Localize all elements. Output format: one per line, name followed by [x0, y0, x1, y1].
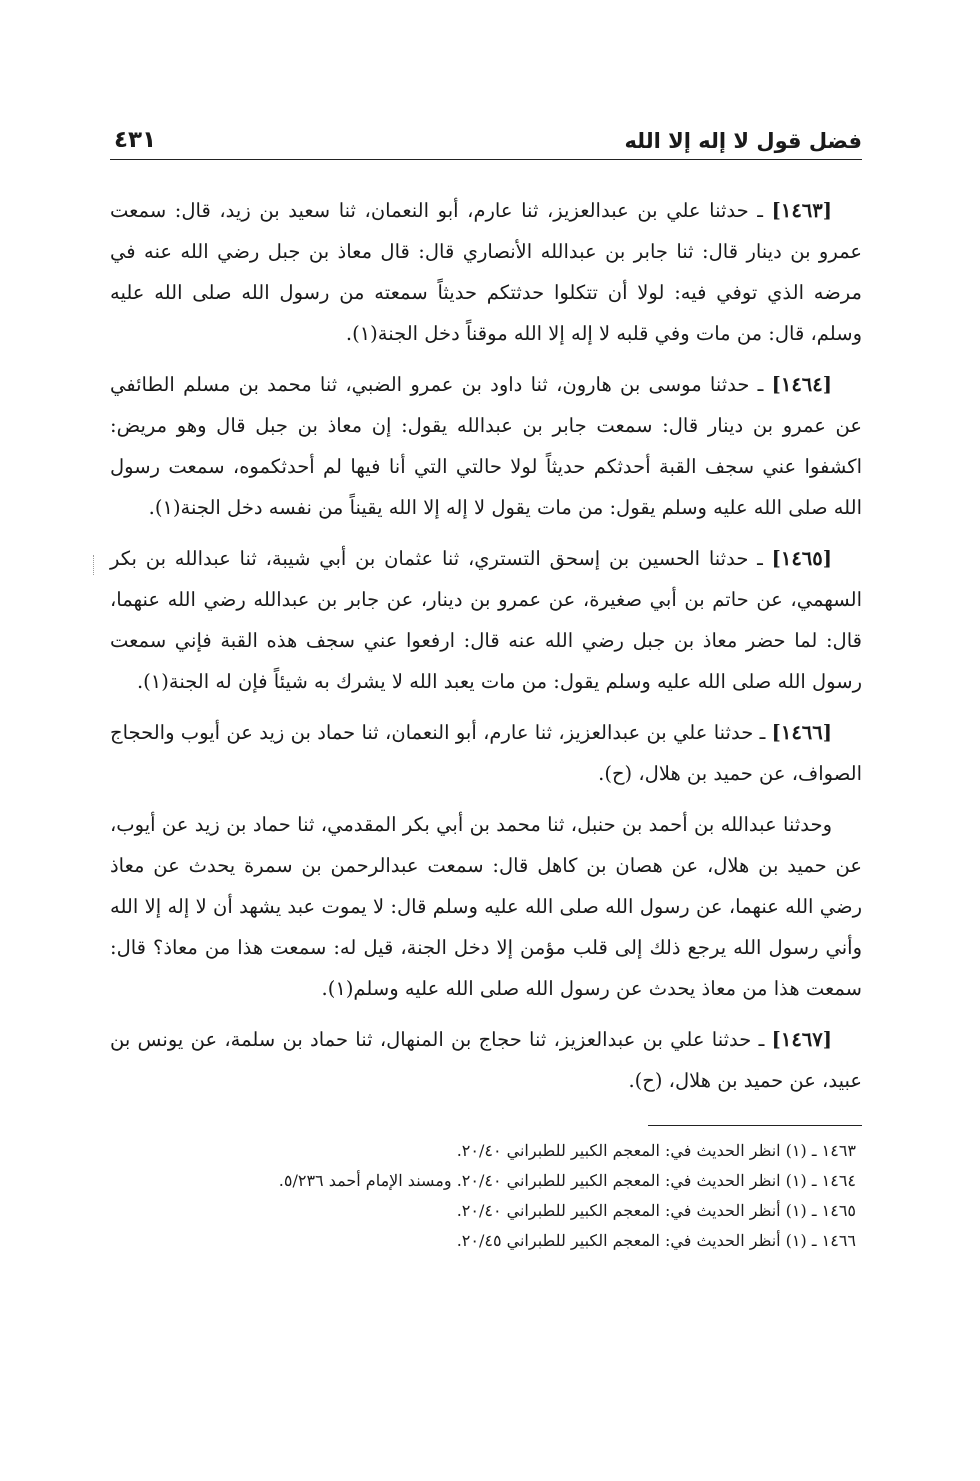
hadith-1463	[110, 190, 862, 354]
margin-mark	[93, 555, 95, 575]
footnotes	[110, 1136, 862, 1256]
page-number: ٤٣١	[114, 127, 157, 153]
footnote: ١٤٦٤ ـ (١) انظر الحديث في: المعجم الكبير للطبراني ٢٠/٤٠. ومسند الإمام أحمد ٥/٢٣٦.	[278, 1171, 856, 1190]
hadith-text: ـ حدثنا موسى بن هارون، ثنا داود بن عمرو الضبي، ثنا محمد بن مسلم الطائفي عن عمرو بن دينار قال: سمعت جابر بن عبدالله يقول: إن معاذ بن جبل قال وهو مريض: اكشفوا عني سجف القبة أحدثكم حديثاً لولا حالتي التي أنا فيها لم أحدثكموه، سمعت رسول الله صلى الله عليه وسلم يقول: من مات يقول لا إله إلا الله يقيناً من نفسه دخل الجنة(١).	[110, 373, 862, 519]
hadith-number: [١٤٦٦]	[771, 721, 832, 744]
hadith-1466-continuation	[110, 804, 862, 1009]
hadith-text: ـ حدثنا علي بن عبدالعزيز، ثنا عارم، أبو النعمان، ثنا حماد بن زيد عن أيوب والحجاج الصواف، عن حميد بن هلال، (ح).	[110, 721, 862, 785]
hadith-text: ـ حدثنا علي بن عبدالعزيز، ثنا حجاج بن المنهال، ثنا حماد بن سلمة، عن يونس بن عبيد، عن حميد بن هلال، (ح).	[110, 1028, 862, 1092]
footnote: ١٤٦٣ ـ (١) انظر الحديث في: المعجم الكبير للطبراني ٢٠/٤٠.	[456, 1141, 856, 1160]
hadith-1464	[110, 364, 862, 528]
hadith-text: ـ حدثنا علي بن عبدالعزيز، ثنا عارم، أبو النعمان، ثنا سعيد بن زيد، قال: سمعت عمرو بن دينار قال: ثنا جابر بن عبدالله الأنصاري قال: قال معاذ بن جبل رضي الله عنه في مرضه الذي توفي فيه: لولا أن تتكلوا حدثتكم حديثاً سمعته من رسول الله صلى الله عليه وسلم، قال: من مات وفي قلبه لا إله إلا الله موقناً دخل الجنة(١).	[110, 199, 862, 345]
footnote: ١٤٦٥ ـ (١) أنظر الحديث في: المعجم الكبير للطبراني ٢٠/٤٠.	[456, 1201, 856, 1220]
hadith-number: [١٤٦٤]	[771, 373, 832, 396]
footnote: ١٤٦٦ ـ (١) أنظر الحديث في: المعجم الكبير للطبراني ٢٠/٤٥.	[456, 1231, 856, 1250]
running-header	[110, 125, 862, 160]
chapter-title: فضل قول لا إله إلا الله	[624, 129, 862, 153]
hadith-1467	[110, 1019, 862, 1101]
hadith-text: ـ حدثنا الحسين بن إسحق التستري، ثنا عثمان بن أبي شيبة، ثنا عبدالله بن بكر السهمي، عن حاتم بن أبي صغيرة، عن عمرو بن دينار، عن جابر بن عبدالله رضي الله عنهما، قال: لما حضر معاذ بن جبل رضي الله عنه قال: ارفعوا عني سجف هذه القبة فإني سمعت رسول الله صلى الله عليه وسلم يقول: من مات يعبد الله لا يشرك به شيئاً فإن له الجنة(١).	[110, 547, 862, 693]
hadith-number: [١٤٦٥]	[771, 547, 832, 570]
hadith-number: [١٤٦٣]	[771, 199, 832, 222]
hadith-1466	[110, 712, 862, 794]
footnote-divider	[648, 1125, 862, 1126]
hadith-text: وحدثنا عبدالله بن أحمد بن حنبل، ثنا محمد بن أبي بكر المقدمي، ثنا حماد بن زيد عن أيوب، عن حميد بن هلال، عن هصان بن كاهل قال: سمعت عبدالرحمن بن سمرة يحدث عن معاذ رضي الله عنهما، عن رسول الله صلى الله عليه وسلم قال: لا يموت عبد يشهد أن لا إله إلا الله وأني رسول الله يرجع ذلك إلى قلب مؤمن إلا دخل الجنة، قيل له: سمعت هذا من معاذ؟ قال: سمعت هذا من معاذ يحدث عن رسول الله صلى الله عليه وسلم(١).	[110, 813, 862, 1000]
book-page	[110, 125, 862, 1256]
main-text	[110, 190, 862, 1101]
hadith-1465	[110, 538, 862, 702]
hadith-number: [١٤٦٧]	[771, 1028, 832, 1051]
